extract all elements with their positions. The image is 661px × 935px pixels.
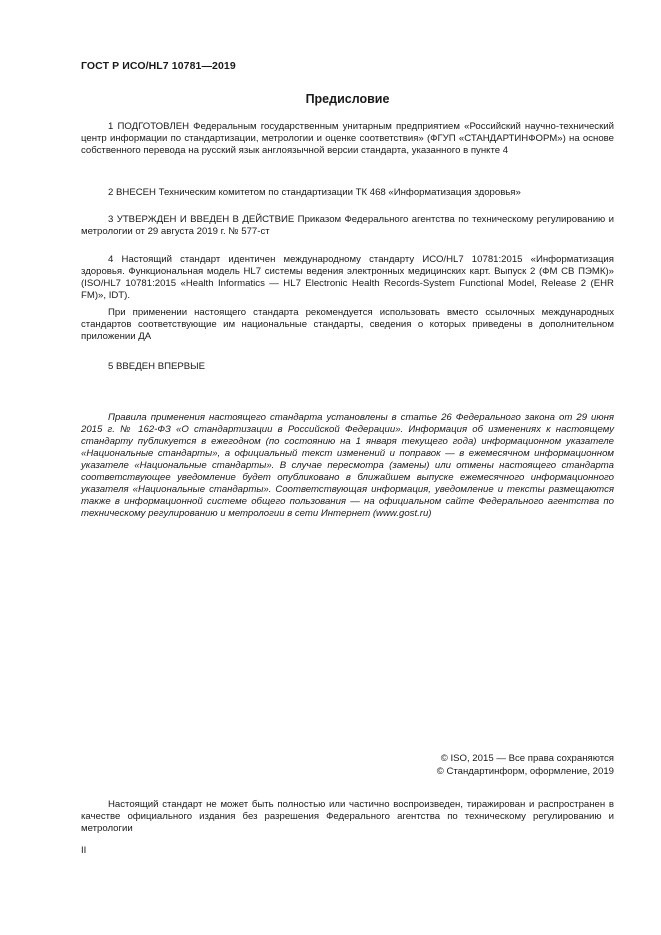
item-application-note: При применении настоящего стандарта рекомендуется использовать вместо ссылочных международных стандартов соответствующие им национальные стандарты, сведения о которых приведены в дополнительном приложении ДА: [81, 307, 614, 342]
item-first-introduced: 5 ВВЕДЕН ВПЕРВЫЕ: [108, 361, 206, 372]
item-introduced: 2 ВНЕСЕН Техническим комитетом по стандартизации ТК 468 «Информатизация здоровья»: [108, 187, 521, 198]
item-approved: 3 УТВЕРЖДЕН И ВВЕДЕН В ДЕЙСТВИЕ Приказом Федерального агентства по техническому регулированию и метрологии от 29 августа 2019 г. № 577-ст: [81, 214, 614, 237]
copyright-iso: © ISO, 2015 — Все права сохраняются: [440, 753, 614, 764]
application-rules-notice: Правила применения настоящего стандарта установлены в статье 26 Федерального закона от 29 июня 2015 г. № 162-ФЗ «О стандартизации в Российской Федерации». Информация об изменениях к настоящему стандарту публикуется в ежегодном (по состоянию на 1 января текущего года) информационном указателе «Национальные стандарты», а официальный текст изменений и поправок — в ежемесячном информационном указателе «Национальные стандарты». В случае пересмотра (замены) или отмены настоящего стандарта соответствующее уведомление будет опубликовано в ближайшем выпуске ежемесячного информационного указателя «Национальные стандарты». Соответствующая информация, уведомление и тексты размещаются также в информационной системе общего пользования — на официальном сайте Федерального агентства по техническому регулированию и метрологии в сети Интернет (www.gost.ru): [81, 412, 614, 519]
page-number: II: [81, 845, 87, 856]
copyright-standartinform: © Стандартинформ, оформление, 2019: [436, 766, 614, 777]
item-identical: 4 Настоящий стандарт идентичен международному стандарту ИСО/HL7 10781:2015 «Информатизация здоровья. Функциональная модель HL7 системы ведения электронных медицинских карт. Выпуск 2 (ФМ СВ ПЭМК)» (ISO/HL7 10781:2015 «Health Informatics — HL7 Electronic Health Records-System Functional Model, Release 2 (EHR FM)», IDT).: [81, 254, 614, 301]
document-code: ГОСТ Р ИСО/HL7 10781—2019: [81, 60, 236, 72]
page-title: Предисловие: [305, 92, 390, 106]
item-prepared: 1 ПОДГОТОВЛЕН Федеральным государственным унитарным предприятием «Российский научно-технический центр информации по стандартизации, метрологии и оценке соответствия» (ФГУП «СТАНДАРТИНФОРМ») на основе собственного перевода на русский язык англоязычной версии стандарта, указанного в пункте 4: [81, 121, 614, 156]
reproduction-notice: Настоящий стандарт не может быть полностью или частично воспроизведен, тиражирован и распространен в качестве официального издания без разрешения Федерального агентства по техническому регулированию и метрологии: [81, 799, 614, 834]
